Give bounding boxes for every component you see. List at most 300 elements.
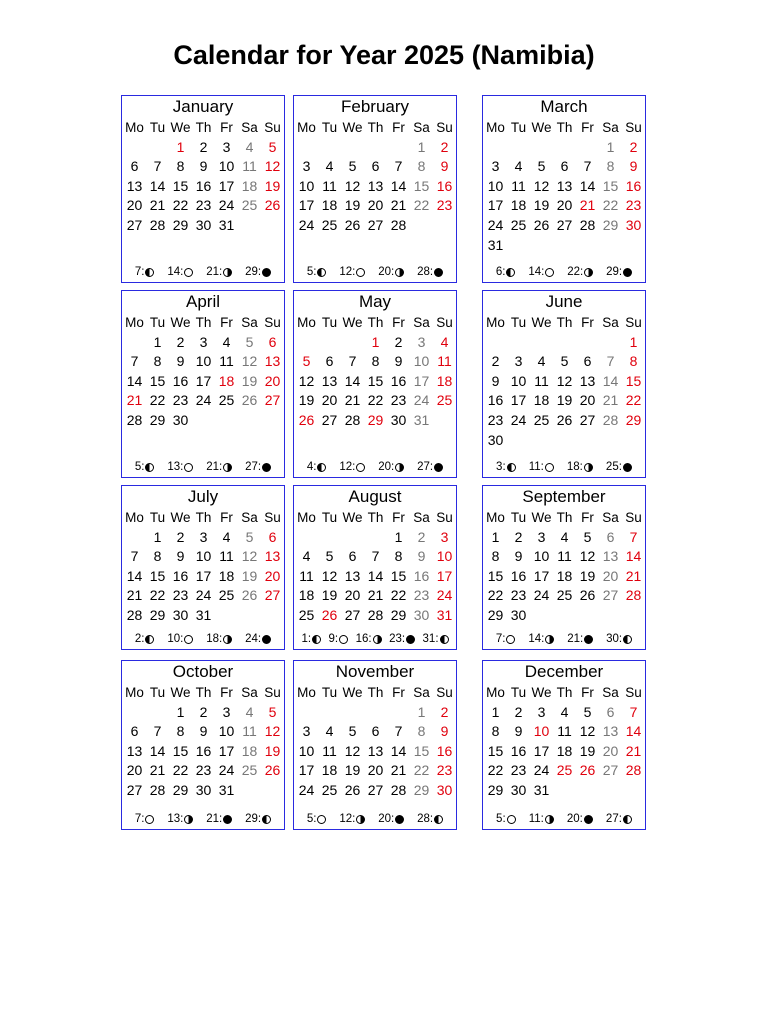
day-cell: 9 — [394, 353, 403, 370]
empty-cell — [622, 781, 645, 801]
day-cell: 14 — [367, 567, 384, 584]
moon-phases — [122, 266, 284, 278]
empty-cell — [238, 411, 261, 431]
empty-cell — [123, 333, 146, 353]
day-cell: 28 — [390, 781, 407, 798]
weekday-label: Mo — [125, 510, 144, 525]
day-cell: 20 — [264, 372, 281, 389]
empty-cell — [341, 528, 364, 548]
day-cell: 30 — [510, 606, 527, 623]
moon-phase-date: 27: — [245, 461, 262, 473]
moon-phase-item — [167, 633, 193, 645]
day-cell: 26 — [241, 587, 258, 604]
weekday-label: Fr — [392, 120, 405, 135]
day-cell: 13 — [264, 548, 281, 565]
new-moon-icon — [395, 815, 404, 824]
week-row — [483, 528, 645, 548]
empty-cell — [507, 236, 530, 256]
day-cell: 11 — [242, 723, 257, 740]
day-cell: 4 — [245, 138, 254, 155]
full-moon-icon — [506, 635, 515, 644]
week-row — [483, 761, 645, 781]
week-row — [122, 586, 284, 606]
moon-phase-item — [135, 813, 155, 825]
day-cell: 26 — [298, 411, 315, 428]
moon-phase-date: 30: — [606, 633, 623, 645]
week-row — [122, 703, 284, 723]
moon-phase-item — [567, 633, 593, 645]
day-cell: 16 — [487, 392, 504, 409]
day-cell: 18 — [218, 372, 235, 389]
moon-phase-item — [135, 461, 155, 473]
day-cell: 25 — [218, 392, 235, 409]
day-cell: 23 — [413, 587, 430, 604]
moon-phase-date: 5: — [496, 813, 506, 825]
day-cell: 4 — [560, 528, 569, 545]
day-cell: 13 — [126, 742, 143, 759]
day-cell: 22 — [625, 392, 642, 409]
empty-cell — [364, 703, 387, 723]
week-row — [122, 742, 284, 762]
weekday-label: Su — [436, 685, 453, 700]
empty-cell — [576, 431, 599, 451]
day-cell: 24 — [413, 392, 430, 409]
day-cell: 14 — [344, 372, 361, 389]
month-name: November — [335, 662, 415, 681]
day-cell: 6 — [371, 723, 380, 740]
day-cell: 19 — [579, 567, 596, 584]
day-cell: 8 — [491, 548, 500, 565]
moon-phase-item — [417, 266, 443, 278]
day-cell: 30 — [195, 781, 212, 798]
day-cell: 19 — [533, 197, 550, 214]
day-cell: 5 — [583, 703, 592, 720]
day-cell: 9 — [629, 158, 638, 175]
day-cell: 1 — [394, 528, 403, 545]
day-cell: 20 — [344, 587, 361, 604]
moon-phase-date: 4: — [306, 461, 317, 473]
day-cell: 4 — [440, 333, 449, 350]
day-cell: 31 — [195, 606, 212, 623]
full-moon-icon — [184, 635, 193, 644]
day-cell: 16 — [172, 567, 189, 584]
day-cell: 18 — [218, 567, 235, 584]
day-cell: 4 — [222, 333, 231, 350]
empty-cell — [553, 236, 576, 256]
day-cell: 12 — [579, 548, 596, 565]
day-cell: 19 — [264, 742, 281, 759]
day-cell: 4 — [245, 703, 254, 720]
day-cell: 7 — [629, 703, 638, 720]
day-cell: 1 — [371, 333, 380, 350]
week-row — [483, 411, 645, 431]
weekday-label: Su — [264, 510, 281, 525]
moon-phase-date: 9: — [328, 633, 339, 645]
week-row — [483, 196, 645, 216]
day-cell: 31 — [218, 216, 235, 233]
weekday-header — [294, 508, 456, 528]
day-cell: 21 — [149, 762, 166, 779]
day-cell: 22 — [602, 197, 619, 214]
day-cell: 9 — [199, 158, 208, 175]
empty-cell — [507, 333, 530, 353]
moon-phases — [294, 813, 456, 825]
day-cell: 21 — [602, 392, 619, 409]
day-cell: 6 — [583, 353, 592, 370]
moon-phase-item — [356, 633, 382, 645]
full-moon-icon — [507, 815, 516, 824]
moon-phase-item — [528, 633, 554, 645]
day-cell: 1 — [176, 138, 185, 155]
day-cell: 16 — [510, 742, 527, 759]
moon-phase-item — [606, 813, 632, 825]
moon-phase-item — [206, 461, 232, 473]
moon-phase-date: 20: — [378, 266, 395, 278]
week-row — [294, 703, 456, 723]
day-cell: 7 — [394, 158, 403, 175]
day-cell: 12 — [344, 177, 361, 194]
full-moon-icon — [545, 463, 554, 472]
weekday-label: Sa — [602, 685, 619, 700]
last-quarter-icon — [184, 815, 193, 824]
day-cell: 9 — [440, 158, 449, 175]
day-cell: 2 — [394, 333, 403, 350]
day-cell: 6 — [325, 353, 334, 370]
moon-phase-item — [417, 813, 443, 825]
empty-cell — [622, 431, 645, 451]
weekday-label: Tu — [149, 120, 166, 135]
moon-phase-item — [417, 461, 443, 473]
day-cell: 28 — [149, 781, 166, 798]
day-cell: 3 — [222, 703, 231, 720]
day-cell: 20 — [602, 567, 619, 584]
day-cell: 3 — [417, 333, 426, 350]
day-cell: 7 — [130, 548, 139, 565]
weekday-label: Fr — [581, 315, 594, 330]
day-cell: 27 — [602, 587, 619, 604]
last-quarter-icon — [584, 268, 593, 277]
week-row — [122, 216, 284, 236]
day-cell: 2 — [199, 138, 208, 155]
day-cell: 10 — [195, 548, 212, 565]
moon-phase-date: 12: — [339, 461, 356, 473]
empty-cell — [530, 333, 553, 353]
day-cell: 5 — [268, 138, 277, 155]
empty-cell — [507, 138, 530, 158]
week-row — [122, 606, 284, 626]
new-moon-icon — [584, 635, 593, 644]
week-row — [483, 781, 645, 801]
day-cell: 11 — [322, 742, 337, 759]
empty-cell — [123, 528, 146, 548]
weekday-label: We — [342, 315, 363, 330]
empty-cell — [622, 236, 645, 256]
moon-phase-date: 27: — [605, 813, 622, 825]
day-cell: 20 — [264, 567, 281, 584]
week-row — [122, 547, 284, 567]
week-row — [294, 761, 456, 781]
weekday-label: We — [531, 315, 552, 330]
last-quarter-icon — [223, 268, 232, 277]
day-cell: 9 — [176, 548, 185, 565]
weekday-label: Fr — [581, 510, 594, 525]
day-cell: 25 — [241, 197, 258, 214]
day-cell: 26 — [264, 762, 281, 779]
weekday-label: Tu — [510, 685, 527, 700]
day-cell: 22 — [487, 762, 504, 779]
day-cell: 27 — [126, 216, 143, 233]
weekday-header — [294, 683, 456, 703]
day-cell: 3 — [199, 333, 208, 350]
day-cell: 3 — [302, 723, 311, 740]
empty-cell — [433, 411, 456, 431]
day-cell: 27 — [367, 216, 384, 233]
empty-cell — [410, 216, 433, 236]
day-cell: 10 — [413, 353, 430, 370]
moon-phase-date: 28: — [417, 813, 434, 825]
day-cell: 29 — [413, 781, 430, 798]
week-row — [483, 177, 645, 197]
moon-phase-date: 31: — [422, 633, 439, 645]
day-cell: 18 — [321, 762, 338, 779]
moon-phase-item — [606, 266, 632, 278]
day-cell: 10 — [510, 372, 527, 389]
empty-cell — [192, 411, 215, 431]
day-cell: 15 — [602, 177, 619, 194]
weekday-label: We — [170, 120, 191, 135]
month-name: June — [545, 292, 583, 311]
day-cell: 22 — [413, 197, 430, 214]
empty-cell — [295, 703, 318, 723]
week-row — [483, 216, 645, 236]
day-cell: 11 — [219, 548, 234, 565]
weekday-label: Sa — [241, 120, 258, 135]
day-cell: 3 — [514, 353, 523, 370]
day-cell: 28 — [579, 216, 596, 233]
month-december — [482, 660, 646, 830]
week-row — [294, 391, 456, 411]
first-quarter-icon — [312, 635, 321, 644]
day-cell: 15 — [149, 567, 166, 584]
moon-phases — [122, 633, 284, 645]
day-cell: 26 — [241, 392, 258, 409]
day-cell: 20 — [367, 762, 384, 779]
day-cell: 27 — [126, 781, 143, 798]
day-cell: 23 — [436, 197, 453, 214]
empty-cell — [146, 138, 169, 158]
day-cell: 24 — [533, 587, 550, 604]
weekday-label: Mo — [297, 510, 316, 525]
week-row — [122, 411, 284, 431]
week-row — [483, 138, 645, 158]
empty-cell — [576, 606, 599, 626]
day-cell: 18 — [533, 392, 550, 409]
month-january — [121, 95, 285, 283]
last-quarter-icon — [395, 268, 404, 277]
day-cell: 24 — [510, 411, 527, 428]
day-cell: 24 — [298, 781, 315, 798]
weekday-header — [483, 118, 645, 138]
day-cell: 30 — [390, 411, 407, 428]
day-cell: 8 — [606, 158, 615, 175]
day-cell: 13 — [367, 742, 384, 759]
moon-phase-item — [378, 461, 404, 473]
day-cell: 10 — [218, 723, 235, 740]
weekday-label: Fr — [581, 685, 594, 700]
day-cell: 15 — [413, 742, 430, 759]
moon-phase-date: 21: — [206, 813, 223, 825]
day-cell: 9 — [514, 723, 523, 740]
day-cell: 17 — [533, 567, 550, 584]
day-cell: 1 — [153, 528, 162, 545]
day-cell: 10 — [487, 177, 504, 194]
moon-phase-item — [167, 461, 193, 473]
last-quarter-icon — [545, 635, 554, 644]
weekday-label: We — [170, 510, 191, 525]
empty-cell — [599, 333, 622, 353]
new-moon-icon — [434, 463, 443, 472]
moon-phase-date: 11: — [528, 813, 544, 825]
full-moon-icon — [184, 463, 193, 472]
weekday-label: Th — [195, 315, 212, 330]
month-name: December — [524, 662, 604, 681]
weekday-header — [294, 118, 456, 138]
full-moon-icon — [356, 268, 365, 277]
day-cell: 4 — [222, 528, 231, 545]
day-cell: 28 — [625, 762, 642, 779]
weekday-label: Su — [436, 120, 453, 135]
day-cell: 9 — [176, 353, 185, 370]
day-cell: 29 — [487, 781, 504, 798]
day-cell: 5 — [560, 353, 569, 370]
day-cell: 20 — [556, 197, 573, 214]
day-cell: 24 — [298, 216, 315, 233]
weekday-label: Su — [625, 510, 642, 525]
day-cell: 2 — [176, 528, 185, 545]
week-row — [122, 372, 284, 392]
day-cell: 1 — [153, 333, 162, 350]
weekday-label: Th — [367, 315, 384, 330]
day-cell: 6 — [560, 158, 569, 175]
week-row — [122, 391, 284, 411]
day-cell: 18 — [556, 742, 573, 759]
empty-cell — [484, 333, 507, 353]
day-cell: 21 — [126, 587, 143, 604]
weekday-label: Mo — [297, 120, 316, 135]
day-cell: 11 — [219, 353, 234, 370]
week-row — [122, 352, 284, 372]
day-cell: 26 — [579, 762, 596, 779]
day-cell: 2 — [629, 138, 638, 155]
weekday-label: Tu — [321, 685, 338, 700]
day-cell: 17 — [533, 742, 550, 759]
weekday-label: Th — [195, 120, 212, 135]
day-cell: 18 — [321, 197, 338, 214]
empty-cell — [238, 216, 261, 236]
moon-phase-date: 20: — [378, 813, 395, 825]
empty-cell — [341, 703, 364, 723]
full-moon-icon — [339, 635, 348, 644]
weekday-label: Tu — [321, 510, 338, 525]
day-cell: 15 — [172, 742, 189, 759]
month-name: October — [172, 662, 234, 681]
day-cell: 26 — [321, 606, 338, 623]
moon-phase-item — [135, 633, 155, 645]
day-cell: 18 — [298, 587, 315, 604]
weekday-label: Mo — [297, 315, 316, 330]
empty-cell — [387, 138, 410, 158]
week-row — [483, 586, 645, 606]
weekday-header — [483, 508, 645, 528]
moon-phase-date: 20: — [378, 461, 395, 473]
day-cell: 19 — [579, 742, 596, 759]
moon-phase-date: 21: — [567, 633, 584, 645]
day-cell: 12 — [264, 158, 281, 175]
week-row — [294, 138, 456, 158]
week-row — [294, 528, 456, 548]
day-cell: 9 — [440, 723, 449, 740]
month-name: March — [540, 97, 588, 116]
last-quarter-icon — [356, 815, 365, 824]
moon-phase-item — [307, 813, 327, 825]
day-cell: 1 — [491, 703, 500, 720]
day-cell: 23 — [487, 411, 504, 428]
day-cell: 3 — [440, 528, 449, 545]
empty-cell — [318, 138, 341, 158]
moon-phase-item — [496, 813, 516, 825]
day-cell: 29 — [149, 606, 166, 623]
day-cell: 21 — [344, 392, 361, 409]
day-cell: 1 — [417, 703, 426, 720]
weekday-header — [122, 508, 284, 528]
day-cell: 2 — [199, 703, 208, 720]
empty-cell — [576, 236, 599, 256]
weekday-label: Sa — [602, 120, 619, 135]
empty-cell — [576, 138, 599, 158]
day-cell: 19 — [321, 587, 338, 604]
empty-cell — [553, 781, 576, 801]
empty-cell — [433, 216, 456, 236]
empty-cell — [530, 431, 553, 451]
weekday-label: Sa — [241, 315, 258, 330]
new-moon-icon — [223, 815, 232, 824]
weekday-label: Fr — [581, 120, 594, 135]
day-cell: 19 — [241, 567, 258, 584]
day-cell: 17 — [195, 372, 212, 389]
first-quarter-icon — [434, 815, 443, 824]
day-cell: 22 — [172, 197, 189, 214]
day-cell: 31 — [218, 781, 235, 798]
day-cell: 17 — [195, 567, 212, 584]
day-cell: 26 — [344, 216, 361, 233]
week-row — [122, 333, 284, 353]
moon-phase-date: 5: — [306, 266, 317, 278]
moon-phase-date: 2: — [134, 633, 145, 645]
day-cell: 15 — [625, 372, 642, 389]
day-cell: 30 — [436, 781, 453, 798]
day-cell: 11 — [557, 548, 572, 565]
weekday-label: Fr — [220, 685, 233, 700]
day-cell: 10 — [298, 177, 315, 194]
day-cell: 14 — [625, 548, 642, 565]
day-cell: 6 — [348, 548, 357, 565]
day-cell: 30 — [625, 216, 642, 233]
empty-cell — [261, 216, 284, 236]
week-row — [483, 722, 645, 742]
day-cell: 2 — [440, 703, 449, 720]
last-quarter-icon — [373, 635, 382, 644]
moon-phase-item — [606, 633, 632, 645]
